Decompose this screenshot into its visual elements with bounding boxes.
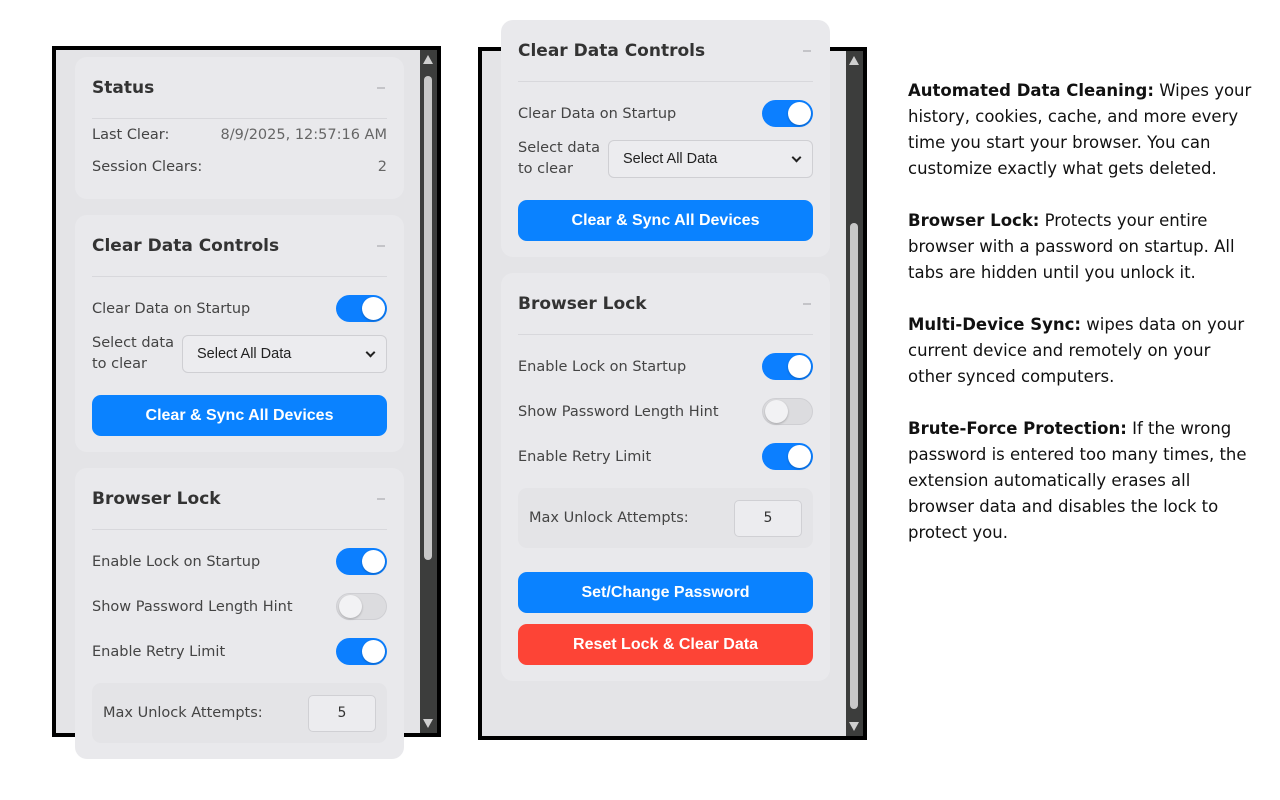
feature-paragraph [908, 78, 1258, 182]
clear-data-card-header[interactable] [92, 215, 387, 277]
select-data-label: Select data to clear [92, 335, 175, 372]
last-clear-row [92, 119, 387, 151]
browser-lock-card-header[interactable] [518, 273, 813, 335]
password-hint-toggle[interactable] [336, 593, 387, 620]
clear-startup-toggle[interactable] [762, 100, 813, 127]
session-clears-label: Session Clears: [92, 159, 203, 175]
scroll-up-arrow-icon[interactable] [849, 56, 859, 65]
retry-limit-row [92, 629, 387, 674]
set-password-button[interactable]: Set/Change Password [518, 572, 813, 613]
feature-paragraph [908, 416, 1258, 546]
max-attempts-label: Max Unlock Attempts: [103, 705, 263, 721]
scroll-down-arrow-icon[interactable] [423, 719, 433, 728]
popup-scroll-area[interactable] [56, 50, 420, 733]
reset-lock-button[interactable]: Reset Lock & Clear Data [518, 624, 813, 665]
password-hint-toggle[interactable] [762, 398, 813, 425]
clear-data-title: Clear Data Controls [92, 235, 280, 256]
extension-popup-right [478, 40, 867, 740]
chevron-down-icon [792, 152, 802, 162]
max-attempts-input[interactable]: 5 [308, 695, 376, 732]
retry-limit-toggle[interactable] [762, 443, 813, 470]
retry-limit-label: Enable Retry Limit [518, 448, 652, 465]
select-data-dropdown[interactable] [608, 140, 813, 178]
scrollbar-thumb[interactable] [424, 76, 432, 560]
clear-sync-button[interactable]: Clear & Sync All Devices [518, 200, 813, 241]
status-title: Status [92, 77, 155, 98]
clear-data-card-header[interactable] [518, 20, 813, 82]
extension-popup-left [52, 46, 441, 737]
lock-startup-label: Enable Lock on Startup [92, 553, 261, 570]
password-hint-row [518, 389, 813, 434]
lock-startup-toggle[interactable] [762, 353, 813, 380]
collapse-icon[interactable] [377, 245, 385, 247]
status-card [75, 57, 404, 199]
password-hint-row [92, 584, 387, 629]
feature-text: Protects your entire browser with a password on startup. All tabs are hidden until you unlock it. [908, 211, 1235, 282]
browser-lock-card [501, 273, 830, 681]
select-data-value: Select All Data [197, 346, 292, 362]
clear-sync-button[interactable]: Clear & Sync All Devices [92, 395, 387, 436]
password-hint-label: Show Password Length Hint [518, 403, 719, 420]
collapse-icon[interactable] [803, 50, 811, 52]
clear-startup-row [92, 286, 387, 331]
feature-paragraph [908, 208, 1258, 286]
lock-startup-label: Enable Lock on Startup [518, 358, 687, 375]
toggle-knob [362, 640, 385, 663]
select-data-dropdown[interactable] [182, 335, 387, 373]
feature-title: Brute-Force Protection: [908, 419, 1127, 438]
lock-startup-toggle[interactable] [336, 548, 387, 575]
clear-startup-label: Clear Data on Startup [92, 300, 251, 317]
feature-title: Browser Lock: [908, 211, 1040, 230]
scrollbar[interactable] [420, 50, 437, 733]
feature-title: Multi-Device Sync: [908, 315, 1081, 334]
toggle-knob [788, 102, 811, 125]
popup-scroll-area[interactable] [482, 40, 846, 736]
select-data-row [92, 333, 387, 375]
collapse-icon[interactable] [377, 87, 385, 89]
feature-text: Wipes your history, cookies, cache, and more every time you start your browser. You can customize exactly what gets deleted. [908, 81, 1252, 178]
collapse-icon[interactable] [377, 498, 385, 500]
scrollbar-thumb[interactable] [850, 223, 858, 709]
session-clears-value: 2 [377, 159, 387, 175]
clear-startup-label: Clear Data on Startup [518, 105, 677, 122]
feature-text: If the wrong password is entered too many times, the extension automatically erases all browser data and disables the lock to protect you. [908, 419, 1247, 542]
toggle-knob [362, 297, 385, 320]
retry-limit-toggle[interactable] [336, 638, 387, 665]
scroll-down-arrow-icon[interactable] [849, 722, 859, 731]
toggle-knob [339, 595, 362, 618]
max-attempts-input[interactable]: 5 [734, 500, 802, 537]
clear-startup-row [518, 91, 813, 136]
max-attempts-row [92, 683, 387, 743]
max-attempts-row [518, 488, 813, 548]
browser-lock-title: Browser Lock [518, 293, 647, 314]
last-clear-value: 8/9/2025, 12:57:16 AM [220, 127, 387, 143]
toggle-knob [765, 400, 788, 423]
clear-startup-toggle[interactable] [336, 295, 387, 322]
chevron-down-icon [366, 347, 376, 357]
scroll-up-arrow-icon[interactable] [423, 55, 433, 64]
collapse-icon[interactable] [803, 303, 811, 305]
last-clear-label: Last Clear: [92, 127, 170, 143]
browser-lock-card [75, 468, 404, 759]
retry-limit-label: Enable Retry Limit [92, 643, 226, 660]
scrollbar[interactable] [846, 51, 863, 736]
max-attempts-label: Max Unlock Attempts: [529, 510, 689, 526]
feature-description [908, 78, 1258, 572]
clear-data-card [501, 20, 830, 257]
browser-lock-card-header[interactable] [92, 468, 387, 530]
feature-paragraph [908, 312, 1258, 390]
toggle-knob [788, 445, 811, 468]
feature-text: wipes data on your current device and remotely on your other synced computers. [908, 315, 1245, 386]
toggle-knob [788, 355, 811, 378]
clear-data-title: Clear Data Controls [518, 40, 706, 61]
select-data-value: Select All Data [623, 151, 718, 167]
clear-data-card [75, 215, 404, 452]
select-data-label: Select data to clear [518, 140, 601, 177]
password-hint-label: Show Password Length Hint [92, 598, 293, 615]
browser-lock-title: Browser Lock [92, 488, 221, 509]
session-clears-row [92, 151, 387, 183]
toggle-knob [362, 550, 385, 573]
feature-title: Automated Data Cleaning: [908, 81, 1154, 100]
lock-startup-row [518, 344, 813, 389]
select-data-row [518, 138, 813, 180]
retry-limit-row [518, 434, 813, 479]
lock-startup-row [92, 539, 387, 584]
status-card-header[interactable] [92, 57, 387, 119]
